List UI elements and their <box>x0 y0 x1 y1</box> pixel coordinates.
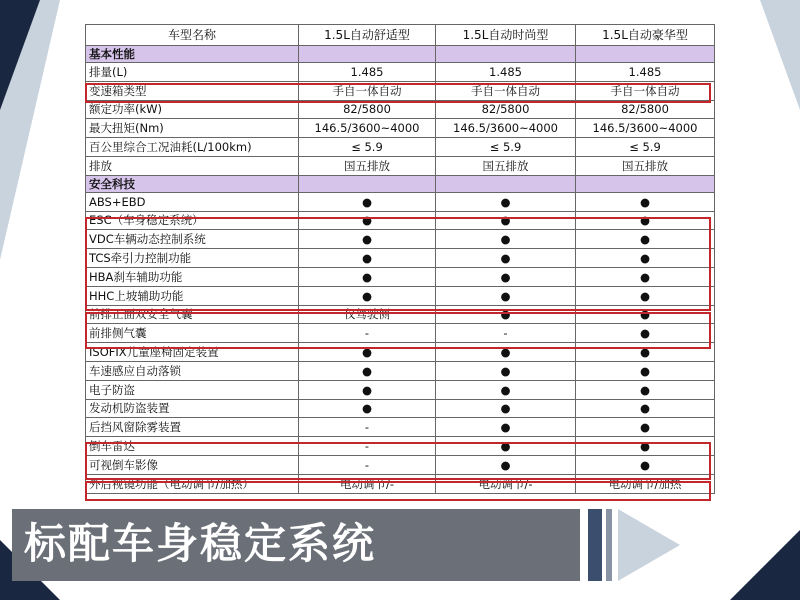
table-row <box>86 63 715 82</box>
row-value: ● <box>436 286 576 305</box>
row-value: 仅驾驶侧 <box>299 305 436 324</box>
row-value: ● <box>576 211 715 230</box>
row-label: TCS牵引力控制功能 <box>86 249 299 268</box>
row-label: 倒车雷达 <box>86 437 299 456</box>
row-label: 最大扭矩(Nm) <box>86 119 299 138</box>
section-row <box>86 46 715 63</box>
table-row <box>86 380 715 399</box>
row-value: 1.485 <box>299 63 436 82</box>
table-row <box>86 418 715 437</box>
row-value: ● <box>576 455 715 474</box>
table-row <box>86 230 715 249</box>
row-value: ≤ 5.9 <box>436 138 576 157</box>
row-value: 146.5/3600~4000 <box>436 119 576 138</box>
row-value: ● <box>299 211 436 230</box>
section-label: 安全科技 <box>86 175 299 192</box>
row-value: 146.5/3600~4000 <box>576 119 715 138</box>
row-label: 排放 <box>86 156 299 175</box>
row-value: - <box>299 324 436 343</box>
row-label: 前排正面双安全气囊 <box>86 305 299 324</box>
table-row <box>86 267 715 286</box>
row-label: 后挡风窗除雾装置 <box>86 418 299 437</box>
row-label: 可视倒车影像 <box>86 455 299 474</box>
row-value: 手自一体自动 <box>576 81 715 100</box>
table-row <box>86 324 715 343</box>
banner-accent-thin-bar <box>606 509 612 581</box>
row-label: ESC（车身稳定系统） <box>86 211 299 230</box>
table-row <box>86 343 715 362</box>
row-label: 电子防盗 <box>86 380 299 399</box>
banner-chevron-decoration <box>618 509 680 581</box>
row-label: 车速感应自动落锁 <box>86 361 299 380</box>
section-cell <box>299 175 436 192</box>
row-value: ≤ 5.9 <box>299 138 436 157</box>
header-cell-trim-3: 1.5L自动豪华型 <box>576 25 715 46</box>
row-value: ≤ 5.9 <box>576 138 715 157</box>
table-row <box>86 437 715 456</box>
table-row <box>86 119 715 138</box>
row-value: ● <box>299 343 436 362</box>
row-label: 排量(L) <box>86 63 299 82</box>
row-value: ● <box>576 305 715 324</box>
table-row <box>86 474 715 493</box>
section-cell <box>436 175 576 192</box>
row-value: ● <box>436 343 576 362</box>
row-value: - <box>436 324 576 343</box>
row-value: ● <box>576 249 715 268</box>
row-label: 前排侧气囊 <box>86 324 299 343</box>
row-value: ● <box>436 380 576 399</box>
row-label: 发动机防盗装置 <box>86 399 299 418</box>
row-value: - <box>299 455 436 474</box>
corner-decoration-top-left <box>0 0 30 30</box>
row-value: 国五排放 <box>576 156 715 175</box>
row-value: ● <box>436 230 576 249</box>
row-value: ● <box>436 192 576 211</box>
row-value: ● <box>436 305 576 324</box>
table-row <box>86 305 715 324</box>
row-value: ● <box>576 324 715 343</box>
row-label: 外后视镜功能（电动调节/加热） <box>86 474 299 493</box>
row-value: 1.485 <box>436 63 576 82</box>
banner-accent-bar <box>588 509 602 581</box>
row-value: 电动调节/- <box>436 474 576 493</box>
row-value: ● <box>299 361 436 380</box>
header-cell-model-name: 车型名称 <box>86 25 299 46</box>
table-row <box>86 100 715 119</box>
row-value: ● <box>576 361 715 380</box>
row-value: 国五排放 <box>436 156 576 175</box>
row-value: ● <box>576 437 715 456</box>
spec-table <box>85 24 715 494</box>
table-row <box>86 455 715 474</box>
row-label: HBA刹车辅助功能 <box>86 267 299 286</box>
row-value: 82/5800 <box>576 100 715 119</box>
table-row <box>86 286 715 305</box>
row-label: ABS+EBD <box>86 192 299 211</box>
row-value: ● <box>299 267 436 286</box>
corner-decoration-bottom-right <box>730 530 800 600</box>
section-label: 基本性能 <box>86 46 299 63</box>
row-value: ● <box>576 418 715 437</box>
section-cell <box>299 46 436 63</box>
row-value: 82/5800 <box>436 100 576 119</box>
row-value: ● <box>576 399 715 418</box>
header-cell-trim-1: 1.5L自动舒适型 <box>299 25 436 46</box>
table-row <box>86 81 715 100</box>
row-value: ● <box>576 192 715 211</box>
row-value: ● <box>436 211 576 230</box>
row-value: 82/5800 <box>299 100 436 119</box>
row-value: - <box>299 437 436 456</box>
row-value: ● <box>436 361 576 380</box>
row-value: ● <box>299 286 436 305</box>
row-value: 146.5/3600~4000 <box>299 119 436 138</box>
row-value: 国五排放 <box>299 156 436 175</box>
row-value: ● <box>299 230 436 249</box>
row-label: 百公里综合工况油耗(L/100km) <box>86 138 299 157</box>
table-row <box>86 361 715 380</box>
row-value: 1.485 <box>576 63 715 82</box>
row-value: ● <box>299 192 436 211</box>
row-label: 额定功率(kW) <box>86 100 299 119</box>
row-value: ● <box>576 343 715 362</box>
row-label: 变速箱类型 <box>86 81 299 100</box>
table-row <box>86 156 715 175</box>
row-value: ● <box>436 399 576 418</box>
caption-title: 标配车身稳定系统 <box>24 519 377 568</box>
row-label: ISOFIX儿童座椅固定装置 <box>86 343 299 362</box>
spec-sheet <box>85 24 714 494</box>
row-value: ● <box>299 249 436 268</box>
row-value: 电动调节/加热 <box>576 474 715 493</box>
section-cell <box>576 175 715 192</box>
row-value: ● <box>299 380 436 399</box>
table-header-row <box>86 25 715 46</box>
table-row <box>86 399 715 418</box>
row-value: ● <box>436 249 576 268</box>
row-value: 电动调节/- <box>299 474 436 493</box>
row-value: ● <box>576 380 715 399</box>
row-value: ● <box>576 286 715 305</box>
row-value: ● <box>576 230 715 249</box>
row-value: ● <box>299 399 436 418</box>
row-label: HHC上坡辅助功能 <box>86 286 299 305</box>
row-value: ● <box>436 437 576 456</box>
section-row <box>86 175 715 192</box>
row-value: ● <box>436 455 576 474</box>
row-value: ● <box>436 418 576 437</box>
row-value: 手自一体自动 <box>299 81 436 100</box>
row-value: 手自一体自动 <box>436 81 576 100</box>
table-row <box>86 192 715 211</box>
row-value: ● <box>576 267 715 286</box>
header-cell-trim-2: 1.5L自动时尚型 <box>436 25 576 46</box>
section-cell <box>436 46 576 63</box>
corner-decoration-top-right <box>760 0 800 110</box>
table-row <box>86 211 715 230</box>
row-label: VDC车辆动态控制系统 <box>86 230 299 249</box>
section-cell <box>576 46 715 63</box>
table-row <box>86 249 715 268</box>
table-row <box>86 138 715 157</box>
row-value: - <box>299 418 436 437</box>
row-value: ● <box>436 267 576 286</box>
